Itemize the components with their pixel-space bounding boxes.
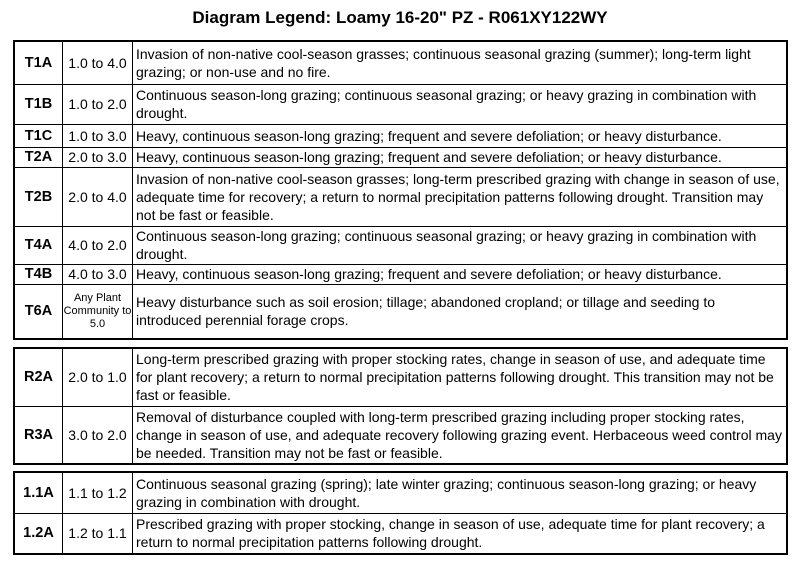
row-description: Continuous seasonal grazing (spring); late winter grazing; continuous season-long grazing; or heavy grazing in combination with drought. — [133, 472, 788, 513]
row-code: T2A — [14, 147, 63, 167]
row-code: T1B — [14, 84, 63, 124]
row-range: 2.0 to 1.0 — [63, 348, 133, 406]
row-code: T1A — [14, 41, 63, 84]
table-row — [14, 124, 787, 147]
table-row — [14, 41, 787, 84]
table-row — [14, 472, 787, 513]
table-row — [14, 226, 787, 264]
row-code: T1C — [14, 124, 63, 147]
row-range: 1.1 to 1.2 — [63, 472, 133, 513]
row-code: T4A — [14, 226, 63, 264]
row-description: Long-term prescribed grazing with proper stocking rates, change in season of use, and adequate time for plant recovery; a return to normal precipitation patterns following drought. This transition may not be fast or feasible. — [133, 348, 788, 406]
table-row — [14, 406, 787, 464]
row-description: Heavy, continuous season-long grazing; frequent and severe defoliation; or heavy disturbance. — [133, 147, 788, 167]
table-row — [14, 84, 787, 124]
row-range: 4.0 to 3.0 — [63, 264, 133, 284]
row-description: Continuous season-long grazing; continuous seasonal grazing; or heavy grazing in combination with drought. — [133, 226, 788, 264]
row-description: Heavy, continuous season-long grazing; frequent and severe defoliation; or heavy disturbance. — [133, 264, 788, 284]
table-row — [14, 513, 787, 554]
row-description: Continuous season-long grazing; continuous seasonal grazing; or heavy grazing in combination with drought. — [133, 84, 788, 124]
row-range: 3.0 to 2.0 — [63, 406, 133, 464]
row-range: 2.0 to 4.0 — [63, 167, 133, 226]
row-description: Heavy disturbance such as soil erosion; tillage; abandoned cropland; or tillage and seeding to introduced perennial forage crops. — [133, 284, 788, 339]
table-row — [14, 264, 787, 284]
table-row — [14, 167, 787, 226]
restorations-table — [13, 347, 788, 465]
transitions-table — [13, 40, 788, 340]
row-range: 4.0 to 2.0 — [63, 226, 133, 264]
row-description: Heavy, continuous season-long grazing; frequent and severe defoliation; or heavy disturbance. — [133, 124, 788, 147]
row-description: Invasion of non-native cool-season grasses; continuous seasonal grazing (summer); long-term light grazing; or non-use and no fire. — [133, 41, 788, 84]
table-row — [14, 147, 787, 167]
pathways-table — [13, 471, 788, 555]
row-code: T4B — [14, 264, 63, 284]
row-code: T6A — [14, 284, 63, 339]
table-row — [14, 284, 787, 339]
table-row — [14, 348, 787, 406]
row-range: 1.0 to 4.0 — [63, 41, 133, 84]
row-range: 1.0 to 2.0 — [63, 84, 133, 124]
row-code: 1.2A — [14, 513, 63, 554]
row-range: Any Plant Community to 5.0 — [63, 284, 133, 339]
legend-title: Diagram Legend: Loamy 16-20" PZ - R061XY122WY — [192, 8, 608, 27]
row-description: Removal of disturbance coupled with long-term prescribed grazing including proper stocking rates, change in season of use, and adequate recovery following grazing event. Herbaceous weed control may be needed. Transition may not be fast or feasible. — [133, 406, 788, 464]
row-description: Invasion of non-native cool-season grasses; long-term prescribed grazing with change in season of use, adequate time for recovery; a return to normal precipitation patterns following drought. Transition may not be fast or feasible. — [133, 167, 788, 226]
row-code: 1.1A — [14, 472, 63, 513]
row-code: R3A — [14, 406, 63, 464]
row-description: Prescribed grazing with proper stocking, change in season of use, adequate time for plant recovery; a return to normal precipitation patterns following drought. — [133, 513, 788, 554]
row-code: R2A — [14, 348, 63, 406]
row-code: T2B — [14, 167, 63, 226]
row-range: 1.0 to 3.0 — [63, 124, 133, 147]
row-range: 2.0 to 3.0 — [63, 147, 133, 167]
row-range: 1.2 to 1.1 — [63, 513, 133, 554]
